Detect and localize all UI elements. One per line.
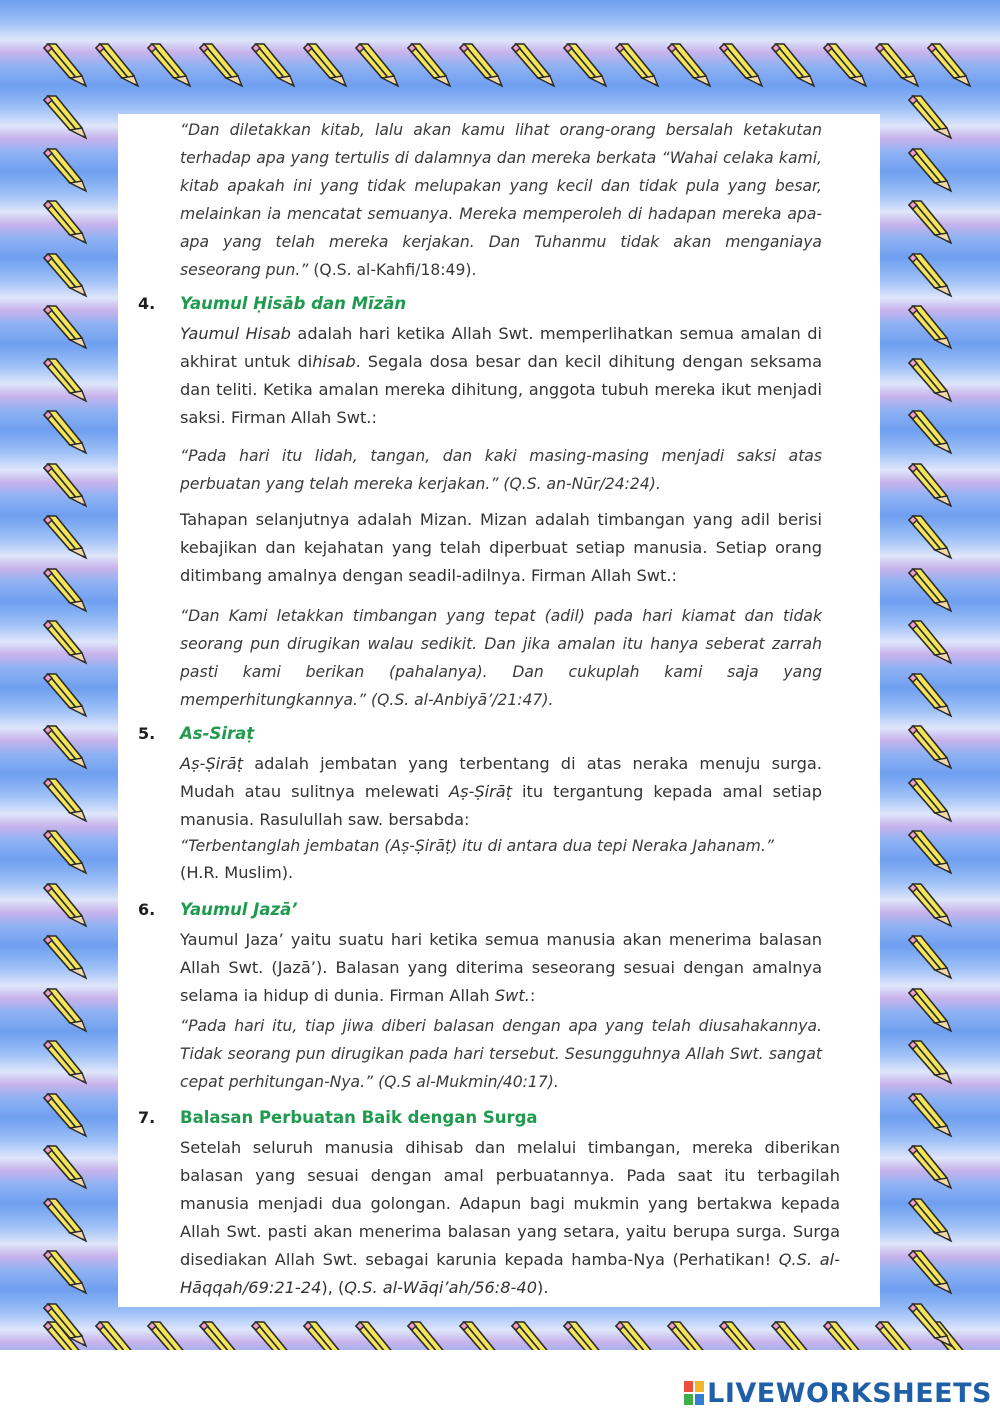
section-5-number: 5. (138, 724, 156, 743)
pencil-icon (40, 617, 92, 669)
pencil-icon (40, 1090, 92, 1142)
pencil-icon (560, 40, 612, 92)
pencil-icon (905, 1300, 957, 1352)
pencil-icon (905, 512, 957, 564)
liveworksheets-logo-text: LIVEWORKSHEETS (707, 1377, 992, 1409)
pencil-icon (905, 670, 957, 722)
pencil-icon (40, 460, 92, 512)
section-7-paragraph: Setelah seluruh manusia dihisab dan melalui timbangan, mereka diberikan balasan yang sesuai dengan amal perbuatannya. Pada saat itu terbagilah manusia menjadi dua golongan. Adapun bagi mukmin yang bertakwa kepada Allah Swt. pasti akan menerima balasan yang setara, yaitu berupa surga. Surga disediakan Allah Swt. sebagai karunia kepada hamba-Nya (Perhatikan! Q.S. al-Hāqqah/69:21-24), (Q.S. al-Wāqi’ah/56:8-40). (180, 1138, 840, 1297)
pencil-icon (768, 40, 820, 92)
section-4-number: 4. (138, 294, 156, 313)
section-4-quote-1: “Pada hari itu lidah, tangan, dan kaki masing-masing menjadi saksi atas perbuatan yang telah mereka kerjakan.” (Q.S. an-Nūr/24:24). (180, 447, 822, 493)
worksheet-page (118, 114, 880, 1307)
pencil-icon (40, 565, 92, 617)
section-5-paragraph: Aṣ-Ṣirāṭ adalah jembatan yang terbentang di atas neraka menuju surga. Mudah atau sulitnya melewati Aṣ-Ṣirāṭ itu tergantung kepada amal setiap manusia. Rasulullah saw. bersabda: (180, 754, 822, 829)
pencil-icon (905, 827, 957, 879)
pencil-icon (905, 1037, 957, 1089)
pencil-icon (905, 1247, 957, 1299)
section-4-paragraph-1: Yaumul Hisab adalah hari ketika Allah Swt. memperlihatkan semua amalan di akhirat untuk dihisab. Segala dosa besar dan kecil dihitung dengan seksama dan teliti. Ketika amalan mereka dihitung, anggota tubuh mereka ikut menjadi saksi. Firman Allah Swt.: (180, 324, 822, 427)
pencil-icon (40, 145, 92, 197)
pencil-icon (716, 40, 768, 92)
pencil-icon (404, 40, 456, 92)
pencil-icon (40, 40, 92, 92)
pencil-icon (456, 40, 508, 92)
pencil-icon (40, 197, 92, 249)
pencil-icon (905, 145, 957, 197)
pencil-icon (40, 1195, 92, 1247)
pencil-icon (40, 1247, 92, 1299)
pencil-icon (352, 40, 404, 92)
pencil-icon (905, 92, 957, 144)
section-6-number: 6. (138, 900, 156, 919)
pencil-icon (905, 197, 957, 249)
section-5-reference: (H.R. Muslim). (180, 863, 294, 882)
pencil-icon (40, 932, 92, 984)
pencil-icon (905, 617, 957, 669)
pencil-icon (905, 565, 957, 617)
pencil-icon (40, 1300, 92, 1352)
pencil-icon (905, 355, 957, 407)
pencil-icon (40, 407, 92, 459)
pencil-icon (905, 1195, 957, 1247)
pencil-icon (40, 92, 92, 144)
section-7-number: 7. (138, 1108, 156, 1127)
pencil-icon (924, 40, 976, 92)
pencil-icon (40, 775, 92, 827)
pencil-icon (40, 880, 92, 932)
pencil-icon (300, 40, 352, 92)
intro-quote: “Dan diletakkan kitab, lalu akan kamu lihat orang-orang bersalah ketakutan terhadap apa yang tertulis di dalamnya dan mereka berkata “Wahai celaka kami, kitab apakah ini yang tidak melupakan yang kecil dan tidak pula yang besar, melainkan ia mencatat semuanya. Mereka memperoleh di hadapan mereka apa-apa yang telah mereka kerjakan. Dan Tuhanmu tidak akan menganiaya seseorang pun.” (Q.S. al-Kahfi/18:49). (180, 121, 822, 279)
pencil-icon (905, 775, 957, 827)
pencil-icon (905, 302, 957, 354)
liveworksheets-logo[interactable] (683, 1376, 992, 1410)
pencil-icon (144, 40, 196, 92)
pencil-icon (664, 40, 716, 92)
pencil-icon (905, 460, 957, 512)
pencil-icon (905, 722, 957, 774)
pencil-icon (508, 40, 560, 92)
section-7-title: Balasan Perbuatan Baik dengan Surga (180, 1108, 538, 1127)
pencil-icon (40, 670, 92, 722)
section-5-quote: “Terbentanglah jembatan (Aṣ-Ṣirāṭ) itu di antara dua tepi Neraka Jahanam.” (180, 837, 774, 855)
pencil-icon (92, 40, 144, 92)
pencil-icon (248, 40, 300, 92)
pencil-icon (40, 302, 92, 354)
pencil-icon (40, 512, 92, 564)
section-4-quote-2: “Dan Kami letakkan timbangan yang tepat (adil) pada hari kiamat dan tidak seorang pun dirugikan walau sedikit. Dan jika amalan itu hanya seberat zarrah pasti kami berikan (pahalanya). Dan cukuplah kami saja yang memperhitungkannya.” (Q.S. al-Anbiyā’/21:47). (180, 607, 822, 709)
pencil-icon (905, 932, 957, 984)
pencil-icon (40, 250, 92, 302)
section-4-title: Yaumul Ḥisāb dan Mīzān (180, 294, 407, 313)
pencil-icon (40, 1037, 92, 1089)
pencil-icon (612, 40, 664, 92)
pencil-icon (40, 985, 92, 1037)
pencil-icon (40, 1142, 92, 1194)
section-6-title: Yaumul Jazā’ (180, 900, 298, 919)
pencil-icon (872, 40, 924, 92)
section-6-quote: “Pada hari itu, tiap jiwa diberi balasan dengan apa yang telah diusahakannya. Tidak seorang pun dirugikan pada hari tersebut. Sesungguhnya Allah Swt. sangat cepat perhitungan-Nya.” (Q.S al-Mukmin/40:17). (180, 1017, 822, 1091)
liveworksheets-logo-icon (683, 1380, 705, 1406)
section-4-paragraph-2: Tahapan selanjutnya adalah Mizan. Mizan adalah timbangan yang adil berisi kebajikan dan kejahatan yang telah diperbuat setiap manusia. Setiap orang ditimbang amalnya dengan seadil-adilnya. Firman Allah Swt.: (180, 510, 822, 585)
section-5-title: As-Siraṭ (180, 724, 255, 743)
pencil-icon (905, 985, 957, 1037)
pencil-icon (905, 1142, 957, 1194)
pencil-icon (40, 355, 92, 407)
pencil-icon (40, 722, 92, 774)
pencil-icon (905, 250, 957, 302)
pencil-icon (905, 1090, 957, 1142)
pencil-icon (905, 880, 957, 932)
section-6-paragraph: Yaumul Jaza’ yaitu suatu hari ketika semua manusia akan menerima balasan Allah Swt. (Jazā’). Balasan yang diterima seseorang sesuai dengan amalnya selama ia hidup di dunia. Firman Allah Swt.: (180, 930, 822, 1005)
pencil-icon (196, 40, 248, 92)
pencil-icon (40, 827, 92, 879)
pencil-icon (905, 407, 957, 459)
pencil-icon (820, 40, 872, 92)
